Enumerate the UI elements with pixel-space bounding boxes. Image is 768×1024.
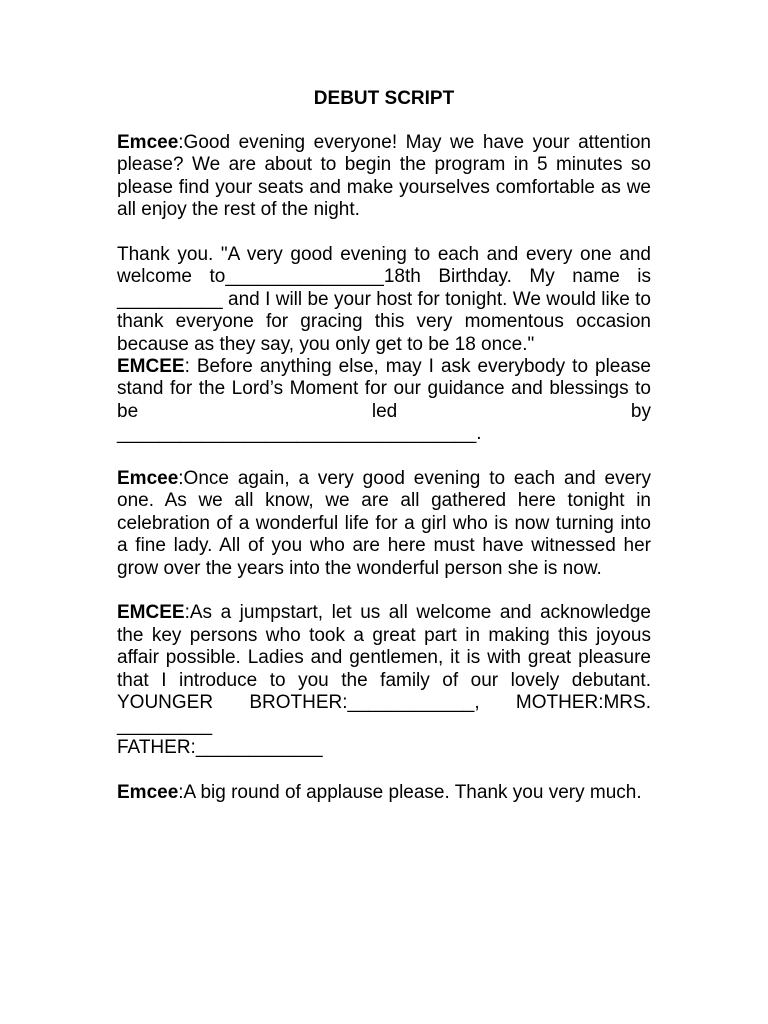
paragraph-text: :As a jumpstart, let us all welcome and acknowledge the key persons who took a great part in making this joyous affair possible. Ladies and gentlemen, it is with great pleasure that I introduce to you the family of our lovely debutant. YOUNGER BROTHER:____________, MOTHER:MRS. _________: [117, 602, 651, 736]
paragraph-3-blank-line: [117, 423, 651, 445]
speaker-label: Emcee: [117, 781, 179, 803]
paragraph-5: [117, 602, 651, 736]
paragraph-text: :Good evening everyone! May we have your attention please? We are about to begin the program in 5 minutes so please find your seats and make yourselves comfortable as we all enjoy the rest of the night.: [117, 132, 651, 221]
document-title: DEBUT SCRIPT: [313, 88, 455, 109]
speaker-label: EMCEE: [117, 602, 185, 624]
fill-in-blank: FATHER:____________: [117, 736, 323, 758]
paragraph-6: [117, 782, 651, 804]
fill-in-blank: __________________________________.: [117, 423, 482, 445]
paragraph-text: Thank you. "A very good evening to each and every one and welcome to_______________18th Birthday. My name is __________ and I will be your host for tonight. We would like to thank everyone for gracing this very momentous occasion because as they say, you only get to be 18 once.": [117, 244, 651, 355]
paragraph-5-blank-line: [117, 737, 651, 759]
paragraph-text: : Before anything else, may I ask everybody to please stand for the Lord’s Moment for our guidance and blessings to be led by: [117, 356, 651, 422]
paragraph-text: :Once again, a very good evening to each and every one. As we all know, we are all gathered here tonight in celebration of a wonderful life for a girl who is now turning into a fine lady. All of you who are here must have witnessed her grow over the years into the wonderful person she is now.: [117, 468, 651, 579]
paragraph-4: [117, 468, 651, 580]
paragraph-3: [117, 356, 651, 423]
speaker-label: EMCEE: [117, 356, 185, 378]
speaker-label: Emcee: [117, 132, 179, 153]
paragraph-2: [117, 244, 651, 356]
speaker-label: Emcee: [117, 468, 179, 490]
paragraph-text: :A big round of applause please. Thank you very much.: [178, 781, 642, 803]
paragraph-1: [117, 132, 651, 222]
document-page: [117, 86, 651, 804]
